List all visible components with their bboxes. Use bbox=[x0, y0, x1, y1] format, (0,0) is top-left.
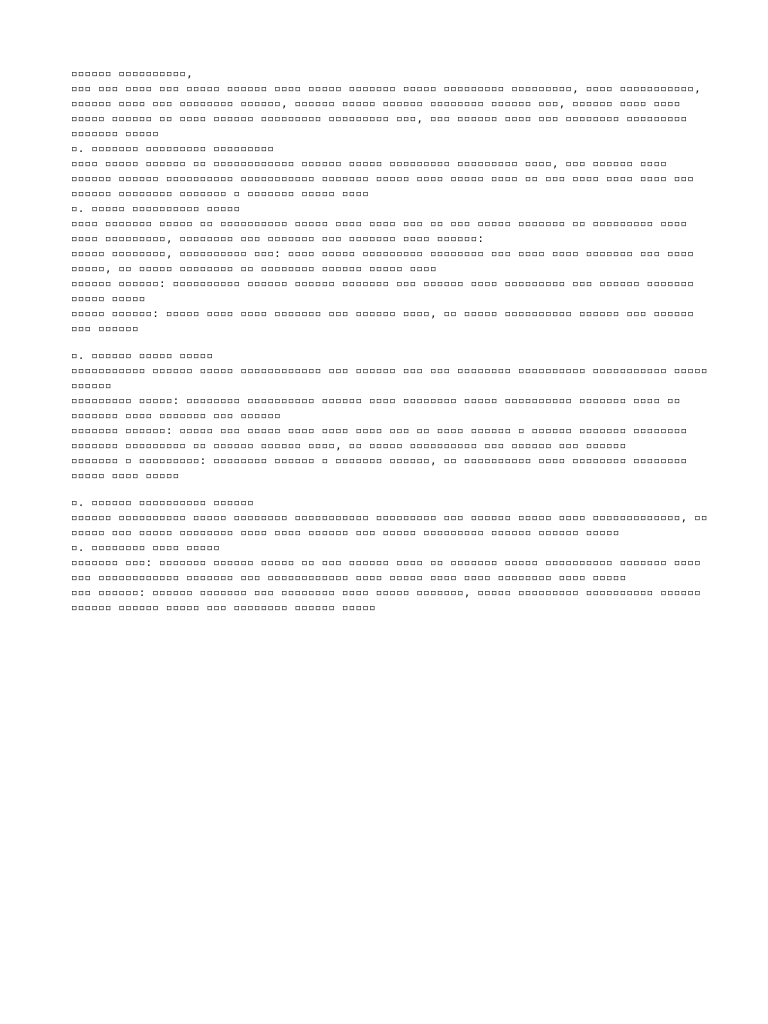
section-heading: ▫. ▫▫▫▫▫▫ ▫▫▫▫▫ ▫▫▫▫▫ bbox=[71, 349, 214, 362]
section-paragraph: ▫▫▫▫▫▫▫ ▫▫▫▫▫▫: ▫▫▫▫▫ ▫▫▫ ▫▫▫▫▫ ▫▫▫▫ ▫▫▫▫ ▫▫▫▫ ▫▫▫ ▫▫ ▫▫▫▫ ▫▫▫▫▫▫ ▫ ▫▫▫▫▫▫ ▫▫▫▫▫▫▫ ▫▫▫▫▫▫▫▫ ▫▫▫▫▫▫▫ ▫▫▫▫▫▫▫▫▫ ▫▫ ▫▫▫▫▫▫ ▫▫▫▫▫▫ ▫▫▫▫, ▫▫ ▫▫▫▫▫ ▫▫▫▫▫▫▫▫▫▫ ▫▫▫ ▫▫▫▫▫▫ ▫▫▫ ▫▫▫▫▫▫ bbox=[71, 424, 695, 452]
section-paragraph: ▫▫▫▫▫▫▫ ▫ ▫▫▫▫▫▫▫▫▫: ▫▫▫▫▫▫▫▫ ▫▫▫▫▫▫ ▫ ▫▫▫▫▫▫▫ ▫▫▫▫▫▫, ▫▫ ▫▫▫▫▫▫▫▫▫▫ ▫▫▫▫ ▫▫▫▫▫▫▫▫ ▫▫▫▫▫▫▫▫ ▫▫▫▫▫ ▫▫▫▫ ▫▫▫▫▫ bbox=[71, 454, 695, 482]
section-paragraph: ▫▫▫▫▫ ▫▫▫▫▫▫: ▫▫▫▫▫ ▫▫▫▫ ▫▫▫▫ ▫▫▫▫▫▫▫ ▫▫▫ ▫▫▫▫▫▫ ▫▫▫▫, ▫▫ ▫▫▫▫▫ ▫▫▫▫▫▫▫▫▫▫ ▫▫▫▫▫▫ ▫▫▫ ▫▫▫▫▫▫ ▫▫▫ ▫▫▫▫▫▫ bbox=[71, 307, 701, 335]
section-paragraph: ▫▫▫ ▫▫▫▫▫▫: ▫▫▫▫▫▫ ▫▫▫▫▫▫▫ ▫▫▫ ▫▫▫▫▫▫▫▫ ▫▫▫▫ ▫▫▫▫▫ ▫▫▫▫▫▫▫, ▫▫▫▫▫ ▫▫▫▫▫▫▫▫▫ ▫▫▫▫▫▫▫▫▫▫ ▫▫▫▫▫▫ ▫▫▫▫▫▫ ▫▫▫▫▫▫ ▫▫▫▫▫ ▫▫▫ ▫▫▫▫▫▫▫▫ ▫▫▫▫▫▫ ▫▫▫▫▫ bbox=[71, 586, 708, 614]
section-heading: ▫. ▫▫▫▫▫▫ ▫▫▫▫▫▫▫▫▫▫ ▫▫▫▫▫▫ bbox=[71, 496, 254, 509]
section-heading: ▫. ▫▫▫▫▫▫▫ ▫▫▫▫▫▫▫▫▫ ▫▫▫▫▫▫▫▫▫ bbox=[71, 142, 275, 155]
section-paragraph: ▫▫▫▫▫▫ ▫▫▫▫▫▫: ▫▫▫▫▫▫▫▫▫▫ ▫▫▫▫▫▫ ▫▫▫▫▫▫ ▫▫▫▫▫▫▫ ▫▫▫ ▫▫▫▫▫▫ ▫▫▫▫ ▫▫▫▫▫▫▫▫▫ ▫▫▫ ▫▫▫▫▫▫ ▫▫▫▫▫▫▫ ▫▫▫▫▫ ▫▫▫▫▫ bbox=[71, 277, 701, 305]
section-paragraph: ▫▫▫▫▫▫▫▫▫▫▫ ▫▫▫▫▫▫ ▫▫▫▫▫ ▫▫▫▫▫▫▫▫▫▫▫▫ ▫▫▫ ▫▫▫▫▫▫ ▫▫▫ ▫▫▫ ▫▫▫▫▫▫▫▫ ▫▫▫▫▫▫▫▫▫▫ ▫▫▫▫▫▫▫▫▫▫▫ ▫▫▫▫▫ ▫▫▫▫▫▫ bbox=[71, 364, 715, 392]
section-heading: ▫. ▫▫▫▫▫▫▫▫ ▫▫▫▫ ▫▫▫▫▫ bbox=[71, 541, 220, 554]
section-paragraph: ▫▫▫▫▫▫▫ ▫▫▫: ▫▫▫▫▫▫▫ ▫▫▫▫▫▫ ▫▫▫▫▫ ▫▫ ▫▫▫ ▫▫▫▫▫▫ ▫▫▫▫ ▫▫ ▫▫▫▫▫▫▫ ▫▫▫▫▫ ▫▫▫▫▫▫▫▫▫▫ ▫▫▫▫▫▫▫ ▫▫▫▫ ▫▫▫ ▫▫▫▫▫▫▫▫▫▫▫▫ ▫▫▫▫▫▫▫ ▫▫▫ ▫▫▫▫▫▫▫▫▫▫▫▫ ▫▫▫▫ ▫▫▫▫▫ ▫▫▫▫ ▫▫▫▫ ▫▫▫▫▫▫▫▫ ▫▫▫▫ ▫▫▫▫▫ bbox=[71, 556, 708, 584]
section-paragraph: ▫▫▫▫▫ ▫▫▫▫▫▫▫▫, ▫▫▫▫▫▫▫▫▫▫ ▫▫▫: ▫▫▫▫ ▫▫▫▫▫ ▫▫▫▫▫▫▫▫▫ ▫▫▫▫▫▫▫▫ ▫▫▫ ▫▫▫▫ ▫▫▫▫ ▫▫▫▫▫▫▫ ▫▫▫ ▫▫▫▫ ▫▫▫▫▫, ▫▫ ▫▫▫▫▫ ▫▫▫▫▫▫▫▫ ▫▫ ▫▫▫▫▫▫▫▫ ▫▫▫▫▫▫ ▫▫▫▫▫ ▫▫▫▫ bbox=[71, 247, 701, 275]
section-paragraph: ▫▫▫▫ ▫▫▫▫▫▫▫ ▫▫▫▫▫ ▫▫ ▫▫▫▫▫▫▫▫▫▫ ▫▫▫▫▫ ▫▫▫▫ ▫▫▫▫ ▫▫▫ ▫▫ ▫▫▫ ▫▫▫▫▫ ▫▫▫▫▫▫▫ ▫▫ ▫▫▫▫▫▫▫▫▫ ▫▫▫▫ ▫▫▫▫ ▫▫▫▫▫▫▫▫▫, ▫▫▫▫▫▫▫▫ ▫▫▫ ▫▫▫▫▫▫▫ ▫▫▫ ▫▫▫▫▫▫▫ ▫▫▫▫ ▫▫▫▫▫▫: bbox=[71, 217, 695, 245]
document-section bbox=[71, 141, 711, 201]
document-section bbox=[71, 540, 711, 615]
section-paragraph: ▫▫▫▫ ▫▫▫▫▫ ▫▫▫▫▫▫ ▫▫ ▫▫▫▫▫▫▫▫▫▫▫▫ ▫▫▫▫▫▫ ▫▫▫▫▫ ▫▫▫▫▫▫▫▫▫ ▫▫▫▫▫▫▫▫▫ ▫▫▫▫, ▫▫▫ ▫▫▫▫▫▫ ▫▫▫▫ ▫▫▫▫▫▫ ▫▫▫▫▫▫ ▫▫▫▫▫▫▫▫▫▫ ▫▫▫▫▫▫▫▫▫▫▫ ▫▫▫▫▫▫▫ ▫▫▫▫▫ ▫▫▫▫ ▫▫▫▫▫ ▫▫▫▫ ▫▫ ▫▫▫ ▫▫▫▫ ▫▫▫▫ ▫▫▫▫ ▫▫▫ ▫▫▫▫▫▫ ▫▫▫▫▫▫▫▫ ▫▫▫▫▫▫▫ ▫ ▫▫▫▫▫▫▫ ▫▫▫▫▫ ▫▫▫▫ bbox=[71, 157, 701, 200]
intro-paragraph: ▫▫▫ ▫▫▫ ▫▫▫▫ ▫▫▫ ▫▫▫▫▫ ▫▫▫▫▫▫ ▫▫▫▫ ▫▫▫▫▫ ▫▫▫▫▫▫▫ ▫▫▫▫▫ ▫▫▫▫▫▫▫▫▫ ▫▫▫▫▫▫▫▫▫, ▫▫▫▫ ▫▫▫▫▫▫▫▫▫▫▫, ▫▫▫▫▫▫ ▫▫▫▫ ▫▫▫ ▫▫▫▫▫▫▫▫ ▫▫▫▫▫▫, ▫▫▫▫▫▫ ▫▫▫▫▫ ▫▫▫▫▫▫ ▫▫▫▫▫▫▫▫ ▫▫▫▫▫▫ ▫▫▫, ▫▫▫▫▫▫ ▫▫▫▫ ▫▫▫▫ ▫▫▫▫▫ ▫▫▫▫▫▫ ▫▫ ▫▫▫▫ ▫▫▫▫▫▫ ▫▫▫▫▫▫▫▫▫ ▫▫▫▫▫▫▫▫▫ ▫▫▫, ▫▫▫ ▫▫▫▫▫▫ ▫▫▫▫ ▫▫▫ ▫▫▫▫▫▫▫▫ ▫▫▫▫▫▫▫▫▫ ▫▫▫▫▫▫▫ ▫▫▫▫▫ bbox=[71, 82, 708, 140]
document-section bbox=[71, 348, 715, 483]
document-page bbox=[71, 66, 715, 615]
document-sections bbox=[71, 141, 715, 615]
greeting: ▫▫▫▫▫▫ ▫▫▫▫▫▫▫▫▫▫, bbox=[71, 67, 193, 80]
section-paragraph: ▫▫▫▫▫▫▫▫▫ ▫▫▫▫▫: ▫▫▫▫▫▫▫▫ ▫▫▫▫▫▫▫▫▫▫ ▫▫▫▫▫▫ ▫▫▫▫ ▫▫▫▫▫▫▫▫ ▫▫▫▫▫ ▫▫▫▫▫▫▫▫▫▫ ▫▫▫▫▫▫▫ ▫▫▫▫ ▫▫ ▫▫▫▫▫▫▫ ▫▫▫▫ ▫▫▫▫▫▫▫ ▫▫▫ ▫▫▫▫▫▫ bbox=[71, 394, 688, 422]
document-section bbox=[71, 495, 715, 540]
section-paragraph: ▫▫▫▫▫▫ ▫▫▫▫▫▫▫▫▫▫ ▫▫▫▫▫ ▫▫▫▫▫▫▫▫ ▫▫▫▫▫▫▫▫▫▫▫ ▫▫▫▫▫▫▫▫▫ ▫▫▫ ▫▫▫▫▫▫ ▫▫▫▫▫ ▫▫▫▫ ▫▫▫▫▫▫▫▫▫▫▫▫▫, ▫▫ ▫▫▫▫▫ ▫▫▫ ▫▫▫▫▫ ▫▫▫▫▫▫▫▫ ▫▫▫▫ ▫▫▫▫ ▫▫▫▫▫▫ ▫▫▫ ▫▫▫▫▫ ▫▫▫▫▫▫▫▫▫ ▫▫▫▫▫▫ ▫▫▫▫▫▫ ▫▫▫▫▫ bbox=[71, 511, 715, 539]
section-heading: ▫. ▫▫▫▫▫ ▫▫▫▫▫▫▫▫▫▫ ▫▫▫▫▫ bbox=[71, 202, 241, 215]
document-section bbox=[71, 201, 711, 336]
